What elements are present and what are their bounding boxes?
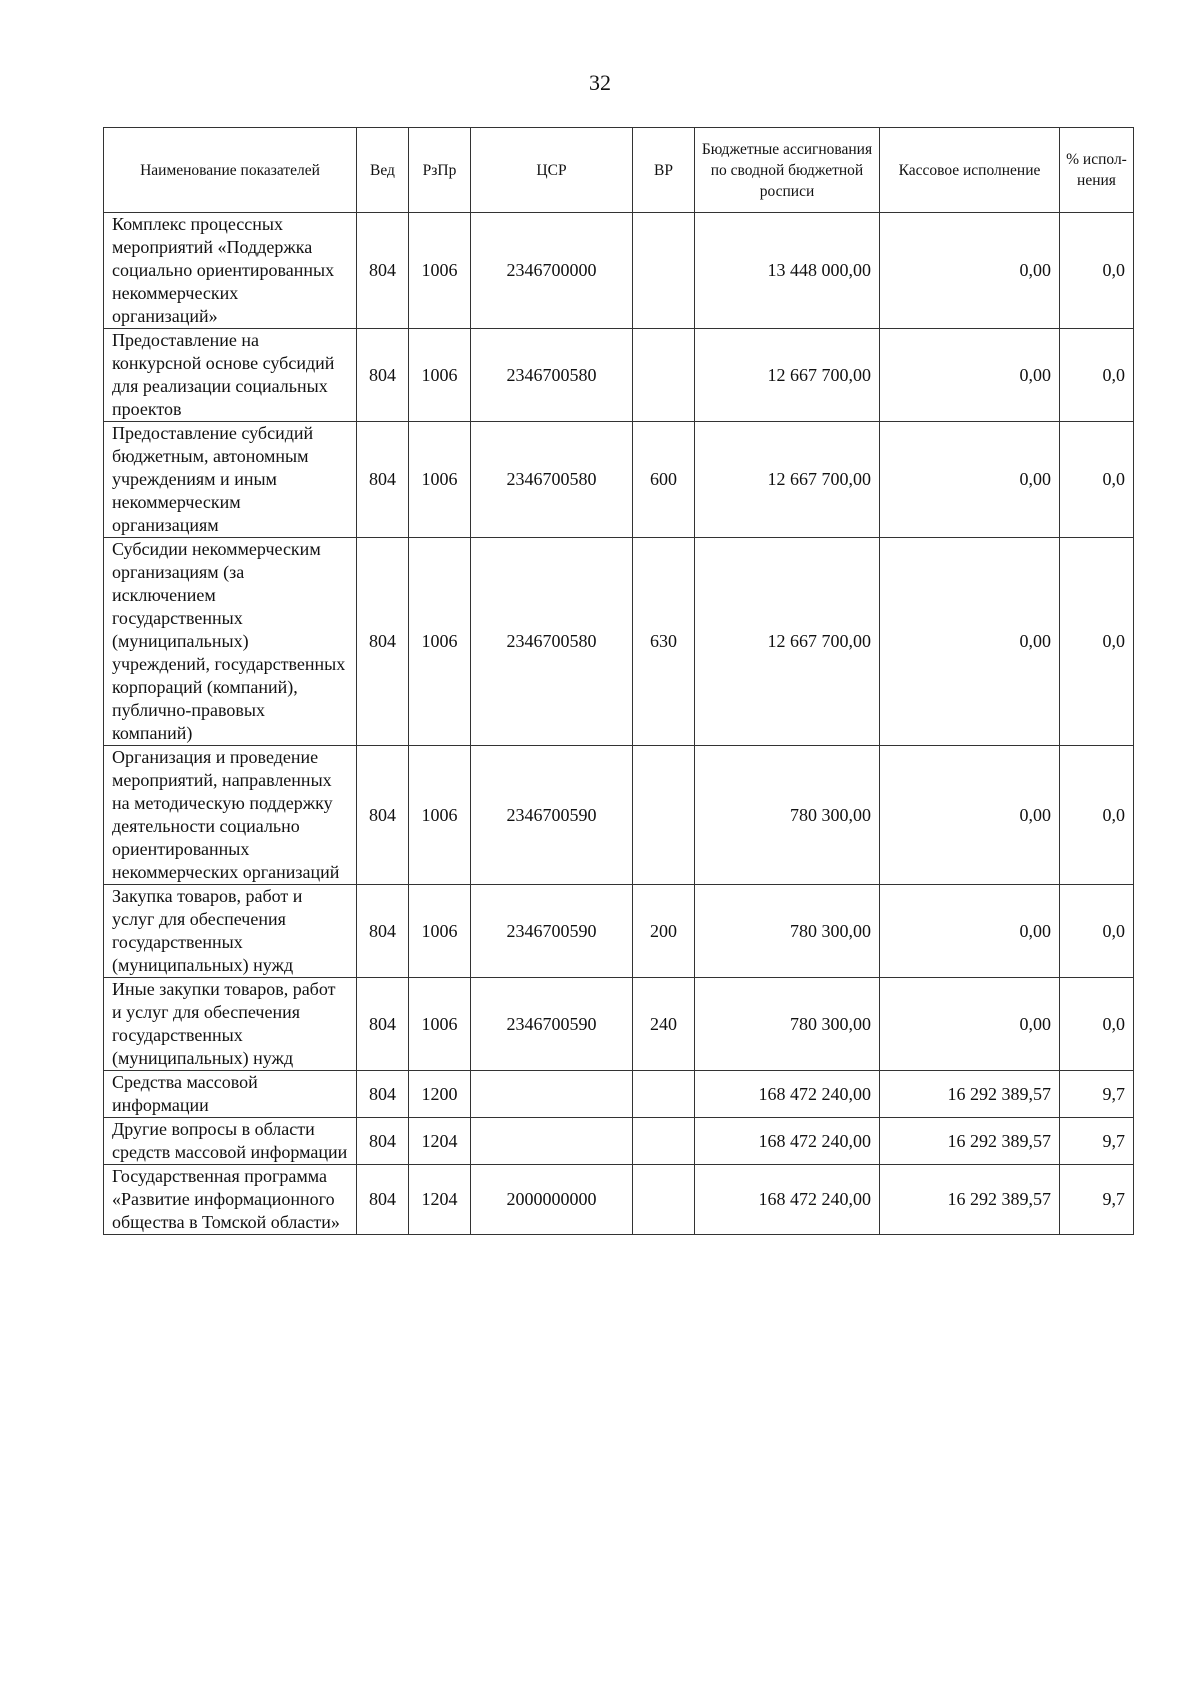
cell-cash: 0,00	[880, 329, 1060, 422]
cell-name: Предоставление субсидий бюджетным, автономным учреждениям и иным некоммерческим организациям	[104, 422, 357, 538]
cell-percent: 0,0	[1060, 885, 1134, 978]
table-row	[104, 1165, 1134, 1235]
cell-budget: 12 667 700,00	[695, 422, 880, 538]
cell-name: Другие вопросы в области средств массовой информации	[104, 1118, 357, 1165]
cell-vr	[633, 213, 695, 329]
cell-percent: 0,0	[1060, 746, 1134, 885]
cell-csr: 2346700590	[471, 978, 633, 1071]
cell-vr	[633, 1118, 695, 1165]
cell-rzpr: 1006	[409, 978, 471, 1071]
cell-vr: 600	[633, 422, 695, 538]
cell-rzpr: 1006	[409, 422, 471, 538]
cell-vr: 240	[633, 978, 695, 1071]
cell-budget: 780 300,00	[695, 885, 880, 978]
cell-ved: 804	[357, 329, 409, 422]
cell-budget: 780 300,00	[695, 746, 880, 885]
header-percent: % испол-нения	[1060, 128, 1134, 213]
cell-percent: 0,0	[1060, 422, 1134, 538]
cell-csr: 2346700580	[471, 538, 633, 746]
cell-ved: 804	[357, 978, 409, 1071]
cell-cash: 16 292 389,57	[880, 1165, 1060, 1235]
cell-name: Организация и проведение мероприятий, направленных на методическую поддержку деятельности социально ориентированных некоммерческих организаций	[104, 746, 357, 885]
cell-ved: 804	[357, 746, 409, 885]
cell-ved: 804	[357, 1118, 409, 1165]
cell-name: Иные закупки товаров, работ и услуг для обеспечения государственных (муниципальных) нужд	[104, 978, 357, 1071]
cell-cash: 16 292 389,57	[880, 1071, 1060, 1118]
cell-cash: 0,00	[880, 422, 1060, 538]
cell-rzpr: 1200	[409, 1071, 471, 1118]
header-rzpr: РзПр	[409, 128, 471, 213]
cell-rzpr: 1006	[409, 885, 471, 978]
header-name: Наименование показателей	[104, 128, 357, 213]
header-cash: Кассовое исполнение	[880, 128, 1060, 213]
header-ved: Вед	[357, 128, 409, 213]
cell-rzpr: 1006	[409, 213, 471, 329]
cell-name: Предоставление на конкурсной основе субсидий для реализации социальных проектов	[104, 329, 357, 422]
budget-execution-table	[103, 127, 1134, 1235]
cell-vr: 200	[633, 885, 695, 978]
cell-ved: 804	[357, 1165, 409, 1235]
cell-name: Закупка товаров, работ и услуг для обеспечения государственных (муниципальных) нужд	[104, 885, 357, 978]
cell-cash: 16 292 389,57	[880, 1118, 1060, 1165]
cell-ved: 804	[357, 538, 409, 746]
cell-vr	[633, 746, 695, 885]
cell-percent: 0,0	[1060, 213, 1134, 329]
table-row	[104, 885, 1134, 978]
cell-percent: 0,0	[1060, 538, 1134, 746]
cell-csr: 2346700580	[471, 329, 633, 422]
cell-rzpr: 1204	[409, 1118, 471, 1165]
header-budget: Бюджетные ассигнования по сводной бюджетной росписи	[695, 128, 880, 213]
cell-name: Государственная программа «Развитие информационного общества в Томской области»	[104, 1165, 357, 1235]
cell-csr: 2346700590	[471, 746, 633, 885]
cell-percent: 9,7	[1060, 1118, 1134, 1165]
table-row	[104, 1118, 1134, 1165]
cell-rzpr: 1006	[409, 538, 471, 746]
cell-budget: 12 667 700,00	[695, 538, 880, 746]
cell-budget: 168 472 240,00	[695, 1071, 880, 1118]
cell-cash: 0,00	[880, 885, 1060, 978]
table-row	[104, 1071, 1134, 1118]
cell-csr: 2346700000	[471, 213, 633, 329]
cell-percent: 0,0	[1060, 329, 1134, 422]
cell-cash: 0,00	[880, 538, 1060, 746]
cell-csr	[471, 1118, 633, 1165]
cell-percent: 9,7	[1060, 1165, 1134, 1235]
header-vr: ВР	[633, 128, 695, 213]
cell-ved: 804	[357, 213, 409, 329]
cell-csr: 2346700590	[471, 885, 633, 978]
cell-name: Комплекс процессных мероприятий «Поддержка социально ориентированных некоммерческих организаций»	[104, 213, 357, 329]
cell-ved: 804	[357, 422, 409, 538]
cell-budget: 13 448 000,00	[695, 213, 880, 329]
cell-name: Субсидии некоммерческим организациям (за исключением государственных (муниципальных) учреждений, государственных корпораций (компаний), публично-правовых компаний)	[104, 538, 357, 746]
cell-budget: 168 472 240,00	[695, 1118, 880, 1165]
cell-vr	[633, 1071, 695, 1118]
table-row	[104, 329, 1134, 422]
table-header-row	[104, 128, 1134, 213]
cell-cash: 0,00	[880, 213, 1060, 329]
page-number: 32	[589, 70, 611, 95]
cell-budget: 12 667 700,00	[695, 329, 880, 422]
cell-ved: 804	[357, 1071, 409, 1118]
cell-percent: 9,7	[1060, 1071, 1134, 1118]
cell-csr: 2000000000	[471, 1165, 633, 1235]
table-row	[104, 746, 1134, 885]
table-row	[104, 538, 1134, 746]
cell-percent: 0,0	[1060, 978, 1134, 1071]
cell-budget: 780 300,00	[695, 978, 880, 1071]
cell-budget: 168 472 240,00	[695, 1165, 880, 1235]
cell-rzpr: 1006	[409, 329, 471, 422]
cell-vr	[633, 329, 695, 422]
header-csr: ЦСР	[471, 128, 633, 213]
cell-vr	[633, 1165, 695, 1235]
cell-ved: 804	[357, 885, 409, 978]
cell-vr: 630	[633, 538, 695, 746]
table-row	[104, 213, 1134, 329]
cell-rzpr: 1204	[409, 1165, 471, 1235]
cell-cash: 0,00	[880, 978, 1060, 1071]
cell-name: Средства массовой информации	[104, 1071, 357, 1118]
cell-rzpr: 1006	[409, 746, 471, 885]
table-row	[104, 422, 1134, 538]
cell-csr: 2346700580	[471, 422, 633, 538]
cell-csr	[471, 1071, 633, 1118]
cell-cash: 0,00	[880, 746, 1060, 885]
table-row	[104, 978, 1134, 1071]
